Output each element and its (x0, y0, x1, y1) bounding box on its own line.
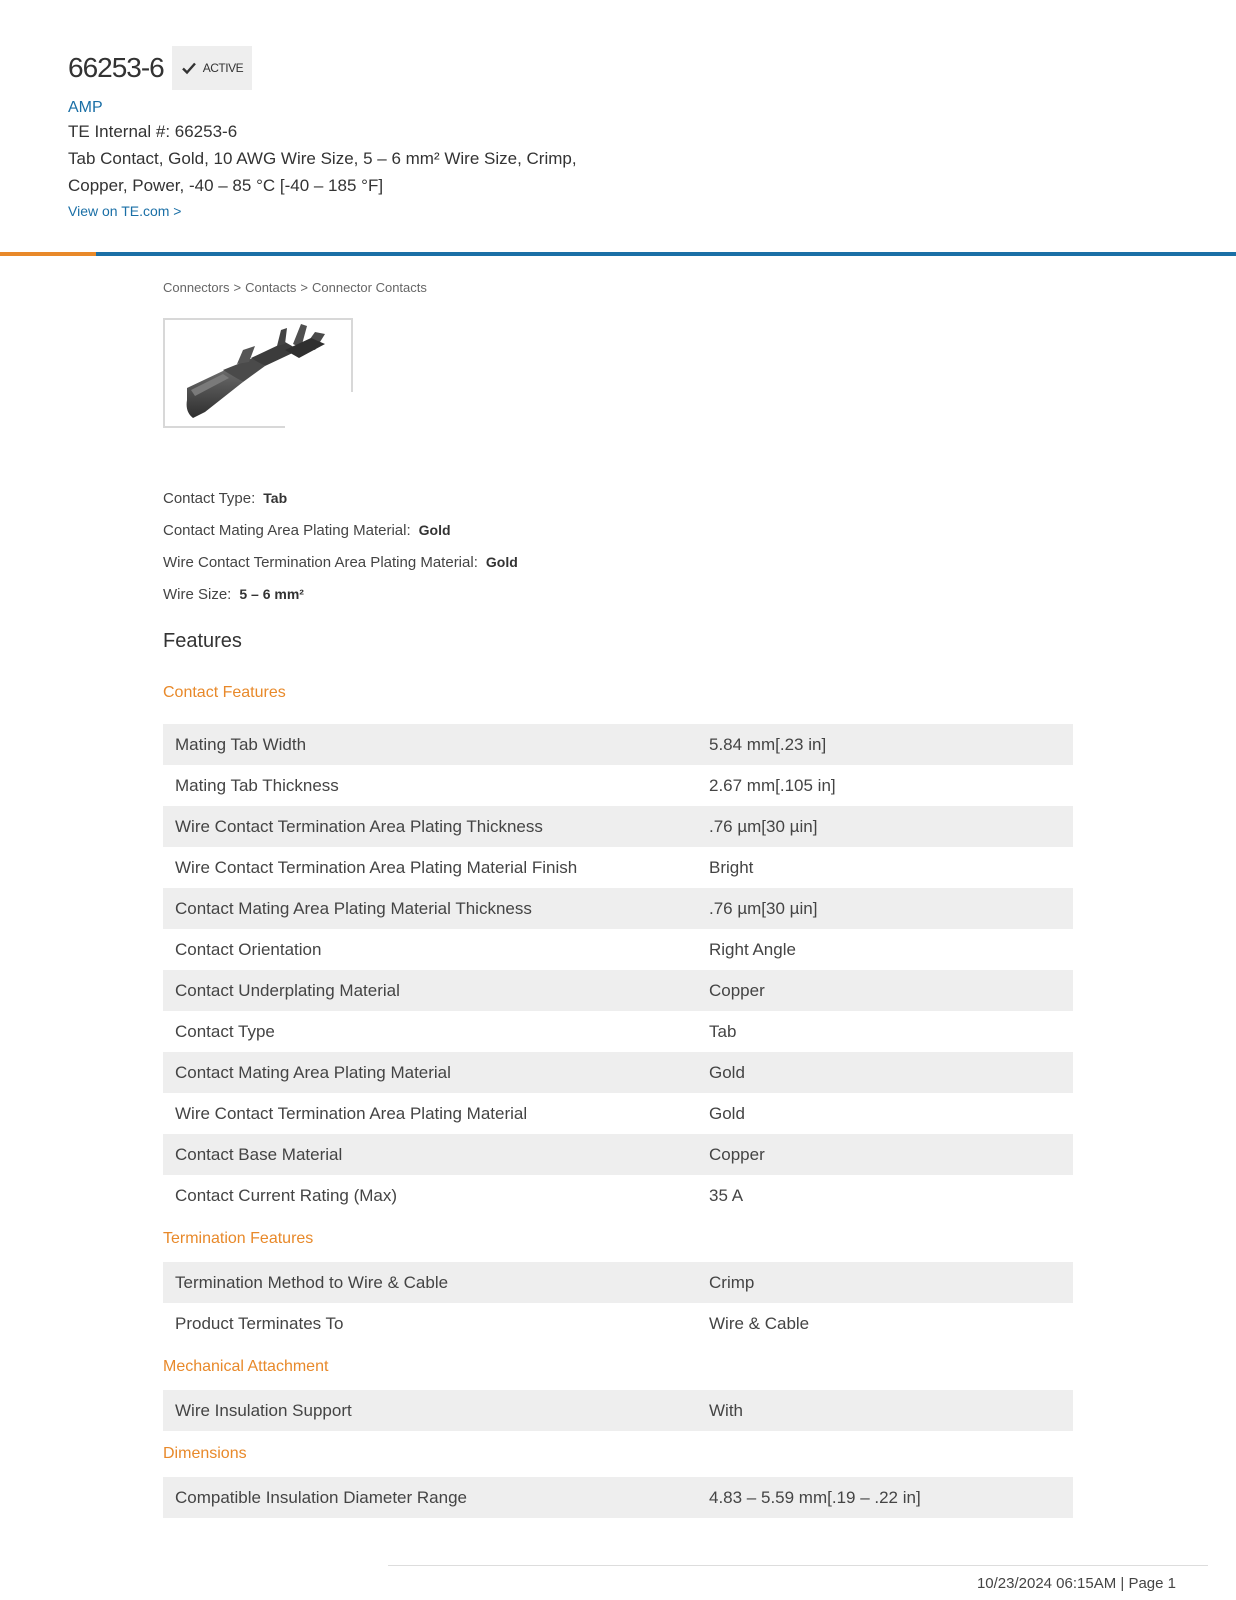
feature-name: Contact Orientation (175, 939, 322, 959)
part-number: 66253-6 (68, 52, 164, 83)
feature-name: Contact Mating Area Plating Material (163, 1052, 709, 1093)
feature-name: Compatible Insulation Diameter Range (163, 1477, 709, 1518)
key-spec-value: Gold (485, 554, 518, 570)
table-row (163, 1011, 1073, 1052)
breadcrumb-separator: > (233, 280, 242, 295)
breadcrumb-item-connectors[interactable]: Connectors (163, 280, 230, 295)
table-row (163, 929, 1073, 970)
feature-name: Contact Type (175, 1021, 275, 1041)
feature-name: Termination Method to Wire & Cable (163, 1262, 709, 1303)
image-frame-edge (165, 426, 285, 428)
feature-value: 5.84 mm[.23 in] (709, 724, 1073, 765)
image-frame-edge (351, 320, 353, 392)
feature-value: 35 A (709, 1185, 744, 1205)
key-spec-label: Wire Size: (163, 586, 232, 603)
feature-value: Crimp (709, 1262, 1073, 1303)
breadcrumb-item-connector-contacts[interactable]: Connector Contacts (311, 280, 427, 295)
table-row (163, 1477, 1073, 1518)
footer-divider (388, 1565, 1208, 1566)
key-spec-value: 5 – 6 mm² (239, 586, 304, 602)
group-title-termination-features: Termination Features (163, 1230, 314, 1247)
tab-contact-terminal-image (165, 320, 353, 428)
feature-name: Contact Mating Area Plating Material Thickness (163, 888, 709, 929)
feature-value: Wire & Cable (709, 1313, 810, 1333)
table-row (163, 724, 1073, 765)
feature-table-mechanical-attachment (163, 1390, 1073, 1431)
breadcrumb (163, 280, 1073, 298)
table-row (163, 1262, 1073, 1303)
brand-name: AMP (68, 99, 103, 116)
feature-value: Gold (709, 1052, 1073, 1093)
header-divider (0, 252, 1236, 256)
table-row (163, 970, 1073, 1011)
status-label: ACTIVE (202, 61, 244, 75)
table-row (163, 1303, 1073, 1344)
table-row (163, 847, 1073, 888)
feature-value: With (709, 1390, 1073, 1431)
product-header (68, 46, 768, 221)
key-spec-row (163, 514, 1073, 546)
key-specs (163, 482, 1073, 610)
feature-value: .76 µm[30 µin] (709, 888, 1073, 929)
feature-table-contact-features (163, 724, 1073, 1216)
feature-table-dimensions (163, 1477, 1073, 1518)
feature-name: Mating Tab Thickness (175, 775, 339, 795)
key-spec-row (163, 578, 1073, 610)
key-spec-label: Contact Type: (163, 490, 256, 507)
key-spec-value: Tab (263, 490, 288, 506)
table-row (163, 1093, 1073, 1134)
feature-name: Wire Contact Termination Area Plating Material (175, 1103, 528, 1123)
key-spec-row (163, 546, 1073, 578)
feature-value: Right Angle (709, 939, 796, 959)
checkmark-icon (181, 60, 197, 76)
feature-value: 2.67 mm[.105 in] (709, 775, 836, 795)
key-spec-label: Contact Mating Area Plating Material: (163, 522, 411, 539)
status-badge (172, 46, 252, 90)
product-description: Tab Contact, Gold, 10 AWG Wire Size, 5 – 6 mm² Wire Size, Crimp, Copper, Power, -40 – 85 °C [-40 – 185 °F] (68, 149, 577, 195)
table-row (163, 1175, 1073, 1216)
feature-name: Wire Insulation Support (163, 1390, 709, 1431)
feature-name: Wire Contact Termination Area Plating Thickness (163, 806, 709, 847)
key-spec-row (163, 482, 1073, 514)
title-row (68, 46, 768, 90)
table-row (163, 806, 1073, 847)
key-spec-value: Gold (418, 522, 451, 538)
feature-name: Mating Tab Width (163, 724, 709, 765)
table-row (163, 1134, 1073, 1175)
main-content (163, 280, 1073, 1518)
internal-number: TE Internal #: 66253-6 (68, 122, 238, 141)
feature-value: Bright (709, 857, 754, 877)
breadcrumb-item-contacts[interactable]: Contacts (245, 280, 297, 295)
footer-timestamp-page: 10/23/2024 06:15AM | Page 1 (976, 1575, 1176, 1592)
feature-value: 4.83 – 5.59 mm[.19 – .22 in] (709, 1477, 1073, 1518)
table-row (163, 1390, 1073, 1431)
feature-value: Tab (709, 1021, 737, 1041)
table-row (163, 888, 1073, 929)
key-spec-label: Wire Contact Termination Area Plating Material: (163, 554, 478, 571)
table-row (163, 765, 1073, 806)
feature-value: Copper (709, 970, 1073, 1011)
feature-value: Gold (709, 1103, 745, 1123)
breadcrumb-separator: > (300, 280, 308, 295)
feature-name: Contact Underplating Material (163, 970, 709, 1011)
group-title-dimensions: Dimensions (163, 1445, 247, 1462)
feature-name: Wire Contact Termination Area Plating Material Finish (175, 857, 578, 877)
table-row (163, 1052, 1073, 1093)
header-divider-accent (0, 252, 96, 256)
features-heading: Features (163, 630, 242, 652)
product-image (163, 318, 353, 428)
group-title-contact-features: Contact Features (163, 684, 286, 701)
feature-value: .76 µm[30 µin] (709, 806, 1073, 847)
feature-name: Contact Base Material (163, 1134, 709, 1175)
feature-table-termination-features (163, 1262, 1073, 1344)
feature-value: Copper (709, 1134, 1073, 1175)
feature-name: Product Terminates To (175, 1313, 344, 1333)
group-title-mechanical-attachment: Mechanical Attachment (163, 1358, 329, 1375)
feature-name: Contact Current Rating (Max) (175, 1185, 398, 1205)
view-on-te-link[interactable]: View on TE.com > (68, 203, 182, 219)
